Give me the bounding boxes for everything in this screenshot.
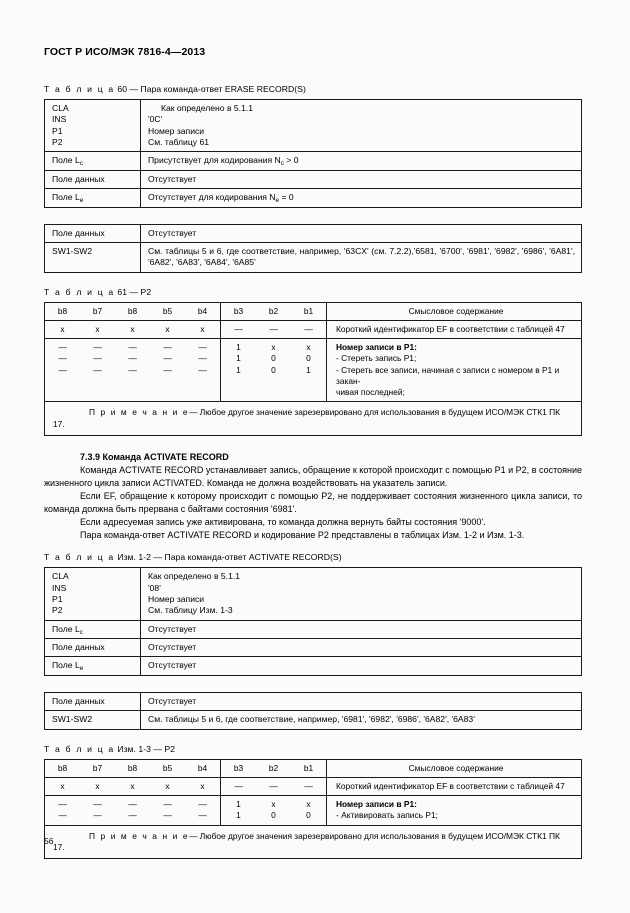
table-60-caption-rest: 60 — Пара команда-ответ ERASE RECORD(S) [117, 84, 306, 94]
bit-column-b1 [291, 339, 327, 402]
subscript: c [79, 160, 83, 168]
bit-value: x [306, 342, 311, 353]
bit-value: — [198, 353, 207, 364]
table-izm-1-3-note [45, 825, 582, 859]
bit-value: — [163, 799, 172, 809]
cell-text-tail: > 0 [283, 155, 299, 166]
table-61 [44, 302, 582, 436]
table-60-data-value [141, 170, 582, 188]
bit-value: x [80, 320, 115, 338]
bit-value: 1 [236, 810, 241, 821]
bit-header-b8: b8 [45, 302, 81, 320]
bit-value: 0 [271, 353, 276, 364]
bit-value: x [150, 777, 185, 795]
bit-value: — [291, 777, 327, 795]
bit-value: 1 [236, 364, 241, 375]
bit-value: — [221, 320, 257, 338]
cell-text: P2 [52, 605, 63, 616]
subscript: c [280, 160, 284, 168]
cell-text: CLA [52, 571, 69, 582]
cell-text: Поле данных [52, 642, 105, 653]
table-row [45, 242, 582, 272]
bit-value: — [58, 364, 67, 375]
bit-header-b1: b1 [291, 759, 327, 777]
cell-text: Как определено в 5.1.1 [161, 103, 254, 113]
bit-value: x [185, 320, 221, 338]
bit-column-b8 [45, 796, 81, 826]
table-row [45, 620, 582, 638]
bit-header-b3: b3 [221, 302, 257, 320]
spacer [44, 542, 582, 552]
table-izm12-lc-value [141, 620, 582, 638]
table-note-row [45, 402, 582, 436]
cell-text: Отсутствует [148, 660, 197, 671]
bit-value: x [115, 320, 150, 338]
bit-column-b6 [115, 796, 150, 826]
table-60-le-label [45, 189, 141, 207]
cell-text: Поле данных [52, 227, 105, 238]
bit-value: x [45, 320, 81, 338]
paragraph: Если EF, обращение к которому происходит с помощью Р2, не поддерживает состояния жизненного цикла записи, то команда должна быть прервана с байтами состояния '6981'. [44, 491, 582, 515]
cell-text: '0C' [148, 114, 163, 125]
table-60-data-label [45, 170, 141, 188]
bit-column-b2 [256, 339, 291, 402]
note-text: — Любое другое значение зарезервировано для использования в будущем ИСО/МЭК СТК1 ПК 17. [53, 407, 561, 429]
cell-text: См. таблицы 5 и 6, где соответствие, например, '63CX' (см. 7.2.2),'6581, '6700', '6981', '6982', '6986', '6A81', '6A82', '6A83', '6A84', '6A85' [148, 245, 575, 268]
bit-value: 1 [306, 364, 311, 375]
table-izm-1-3 [44, 759, 582, 860]
bit-header-b4: b4 [185, 302, 221, 320]
cell-text: Отсутствует [148, 227, 197, 238]
bit-column-b7 [80, 796, 115, 826]
cell-text: '08' [148, 582, 161, 593]
bit-value: — [198, 810, 207, 821]
table-izm-1-2-command [44, 567, 582, 676]
cell-text: Поле данных [52, 173, 105, 184]
cell-text: Поле L [52, 623, 80, 634]
bit-value: — [58, 810, 67, 821]
cell-text: Поле L [52, 155, 80, 166]
cell-text: См. таблицу Изм. 1-3 [148, 605, 233, 616]
cell-text: См. таблицу 61 [148, 137, 210, 148]
cell-text: CLA [52, 103, 69, 113]
table-row [45, 777, 582, 795]
table-row [45, 692, 582, 710]
cell-text: INS [52, 582, 67, 593]
table-izm-1-2-caption [44, 552, 582, 562]
bit-column-b4 [185, 339, 221, 402]
cell-text: Отсутствует [148, 623, 197, 634]
bit-value: 1 [236, 353, 241, 364]
table-row [45, 224, 582, 242]
cell-text: Номер записи [148, 593, 205, 604]
table-izm12-resp-data-label [45, 692, 141, 710]
spacer [44, 208, 582, 224]
bit-value: — [93, 810, 102, 821]
meaning-text: - Стереть все записи, начиная с записи с номером в Р1 и закан- [336, 364, 560, 386]
bit-column-b1 [291, 796, 327, 826]
meaning-title: Номер записи в Р1: [336, 799, 417, 809]
meaning-text: Короткий идентификатор EF в соответствии с таблицей 47 [327, 320, 582, 338]
paragraph: Если адресуемая запись уже активирована, то команда должна вернуть байты состояния '9000'. [80, 517, 486, 528]
table-row [45, 100, 582, 152]
bit-header-b3: b3 [221, 759, 257, 777]
bit-value: 0 [271, 810, 276, 821]
cell-text-tail: = 0 [279, 192, 294, 203]
table-60-cla-ins-p1-p2-values [141, 100, 582, 152]
paragraph: Команда ACTIVATE RECORD устанавливает запись, обращение к которой происходит с помощью Р1 и Р2, в состояние жизненного цикла записи ACTIVATED. Команда не должна воздействовать на указатель записи. [44, 464, 582, 488]
bit-column-b7 [80, 339, 115, 402]
bit-column-b5 [150, 339, 185, 402]
bit-value: — [58, 799, 67, 809]
bit-value: x [271, 342, 276, 353]
cell-text: Отсутствует для кодирования N [148, 192, 276, 203]
bit-value: x [185, 777, 221, 795]
meaning-text: чивая последней; [336, 387, 405, 398]
table-izm-1-3-caption-rest: Изм. 1-3 — P2 [117, 743, 176, 754]
bit-value: — [58, 342, 67, 353]
table-header-row [45, 759, 582, 777]
bit-header-b6: b8 [115, 759, 150, 777]
cell-text: Поле L [52, 660, 80, 671]
table-61-caption-rest: 61 — P2 [117, 286, 152, 297]
spacer [44, 676, 582, 692]
table-row [45, 639, 582, 657]
cell-text: Как определено в 5.1.1 [148, 571, 241, 582]
bit-value: 0 [306, 810, 311, 821]
table-60-caption-prefix: Т а б л и ц а [44, 84, 115, 94]
subscript: e [79, 665, 84, 673]
bit-value: — [93, 799, 102, 809]
table-row [45, 320, 582, 338]
note-lead: П р и м е ч а н и е [89, 407, 190, 418]
table-izm-1-2-response [44, 692, 582, 730]
table-header-row [45, 302, 582, 320]
bit-value: — [93, 342, 102, 353]
table-row [45, 657, 582, 675]
table-61-caption-prefix: Т а б л и ц а [44, 286, 115, 297]
section-heading-739: 7.3.9 Команда ACTIVATE RECORD [80, 451, 229, 462]
cell-text: P1 [52, 125, 63, 136]
cell-text: P1 [52, 593, 63, 604]
table-row [45, 339, 582, 402]
bit-value: 1 [236, 342, 241, 353]
bit-value: — [128, 810, 137, 821]
table-izm12-data-value [141, 639, 582, 657]
bit-column-b3 [221, 339, 257, 402]
meaning-title: Номер записи в Р1: [336, 342, 417, 353]
bit-value: — [198, 364, 207, 375]
bit-value: 1 [236, 799, 241, 809]
table-izm12-lc-label [45, 620, 141, 638]
cell-text: SW1-SW2 [52, 245, 93, 256]
bit-value: — [163, 353, 172, 364]
cell-text: SW1-SW2 [52, 714, 93, 725]
table-izm12-le-label [45, 657, 141, 675]
bit-column-b4 [185, 796, 221, 826]
page-content [44, 46, 582, 859]
bit-value: — [93, 353, 102, 364]
table-izm12-sw-label [45, 711, 141, 729]
bit-column-b3 [221, 796, 257, 826]
paragraph: Пара команда-ответ ACTIVATE RECORD и кодирование Р2 представлены в таблицах Изм. 1-2 и Изм. 1-3. [80, 530, 525, 541]
bit-column-b2 [256, 796, 291, 826]
bit-value: — [163, 342, 172, 353]
document-header: ГОСТ Р ИСО/МЭК 7816-4—2013 [44, 46, 206, 58]
page-number: 56 [44, 836, 54, 846]
table-izm-1-3-caption-prefix: Т а б л и ц а [44, 743, 115, 754]
table-izm-1-3-caption [44, 744, 582, 754]
bit-column-b8 [45, 339, 81, 402]
meaning-text: Короткий идентификатор EF в соответствии с таблицей 47 [327, 777, 582, 795]
table-izm12-sw-value [141, 711, 582, 729]
bit-header-b5: b5 [150, 302, 185, 320]
meaning-block [327, 339, 582, 402]
bit-value: — [198, 799, 207, 809]
table-60-sw-label [45, 242, 141, 272]
bit-value: — [128, 342, 137, 353]
table-60-command [44, 99, 582, 208]
table-row [45, 170, 582, 188]
table-row [45, 568, 582, 620]
bit-header-b5: b5 [150, 759, 185, 777]
table-60-le-value [141, 189, 582, 207]
bit-value: — [128, 799, 137, 809]
bit-value: — [93, 364, 102, 375]
table-izm12-cla-ins-p1-p2-labels [45, 568, 141, 620]
spacer [44, 730, 582, 744]
cell-text: См. таблицы 5 и 6, где соответствие, например, '6981', '6982', '6986', '6A82', '6A83' [148, 714, 475, 725]
bit-value: — [291, 320, 327, 338]
bit-column-b6 [115, 339, 150, 402]
table-60-resp-data-value [141, 224, 582, 242]
meaning-text: - Активировать запись Р1; [336, 810, 438, 821]
cell-text: Отсутствует [148, 642, 197, 653]
cell-text: P2 [52, 137, 63, 148]
meaning-header: Смысловое содержание [327, 302, 582, 320]
subscript: e [275, 197, 280, 205]
bit-value: — [256, 777, 291, 795]
bit-value: x [306, 799, 311, 809]
bit-header-b7: b7 [80, 759, 115, 777]
meaning-block [327, 796, 582, 826]
bit-value: — [198, 342, 207, 353]
table-60-lc-value [141, 152, 582, 170]
meaning-text: - Стереть запись Р1; [336, 353, 417, 364]
bit-value: — [163, 364, 172, 375]
table-60-cla-ins-p1-p2-labels [45, 100, 141, 152]
table-60-caption [44, 84, 582, 94]
table-60-lc-label [45, 152, 141, 170]
bit-value: — [128, 364, 137, 375]
table-60-resp-data-label [45, 224, 141, 242]
table-row [45, 152, 582, 170]
table-izm12-cla-ins-p1-p2-values [141, 568, 582, 620]
bit-header-b2: b2 [256, 759, 291, 777]
cell-text: Присутствует для кодирования N [148, 155, 281, 166]
table-61-caption [44, 287, 582, 297]
bit-value: x [271, 799, 276, 809]
bit-value: — [58, 353, 67, 364]
cell-text: Отсутствует [148, 173, 197, 184]
bit-header-b1: b1 [291, 302, 327, 320]
table-izm12-le-value [141, 657, 582, 675]
table-60-sw-value [141, 242, 582, 272]
table-row [45, 189, 582, 207]
subscript: c [79, 628, 83, 636]
bit-value: — [256, 320, 291, 338]
cell-text: INS [52, 114, 67, 125]
table-izm-1-2-caption-prefix: Т а б л и ц а [44, 552, 115, 563]
table-row [45, 796, 582, 826]
bit-value: x [150, 320, 185, 338]
spacer [44, 436, 582, 452]
bit-header-b6: b8 [115, 302, 150, 320]
note-text: — Любое другое значения зарезервировано для использования в будущем ИСО/МЭК СТК1 ПК 17. [53, 830, 560, 852]
bit-value: 0 [271, 364, 276, 375]
cell-text: Поле L [52, 192, 80, 203]
bit-header-b7: b7 [80, 302, 115, 320]
cell-text: Отсутствует [148, 695, 197, 706]
bit-value: — [163, 810, 172, 821]
spacer [44, 273, 582, 287]
bit-value: — [128, 353, 137, 364]
table-60-response [44, 224, 582, 273]
cell-text: Поле данных [52, 695, 105, 706]
bit-header-b4: b4 [185, 759, 221, 777]
meaning-header: Смысловое содержание [327, 759, 582, 777]
table-61-note [45, 402, 582, 436]
bit-value: x [45, 777, 81, 795]
table-row [45, 711, 582, 729]
bit-column-b5 [150, 796, 185, 826]
cell-text: Номер записи [148, 125, 205, 136]
bit-value: x [115, 777, 150, 795]
note-lead: П р и м е ч а н и е [89, 830, 190, 841]
subscript: e [79, 197, 84, 205]
table-izm12-data-label [45, 639, 141, 657]
bit-value: x [80, 777, 115, 795]
table-note-row [45, 825, 582, 859]
bit-header-b2: b2 [256, 302, 291, 320]
bit-value: 0 [306, 353, 311, 364]
table-izm12-resp-data-value [141, 692, 582, 710]
bit-value: — [221, 777, 257, 795]
bit-header-b8: b8 [45, 759, 81, 777]
table-izm-1-2-caption-rest: Изм. 1-2 — Пара команда-ответ ACTIVATE RECORD(S) [117, 552, 342, 563]
